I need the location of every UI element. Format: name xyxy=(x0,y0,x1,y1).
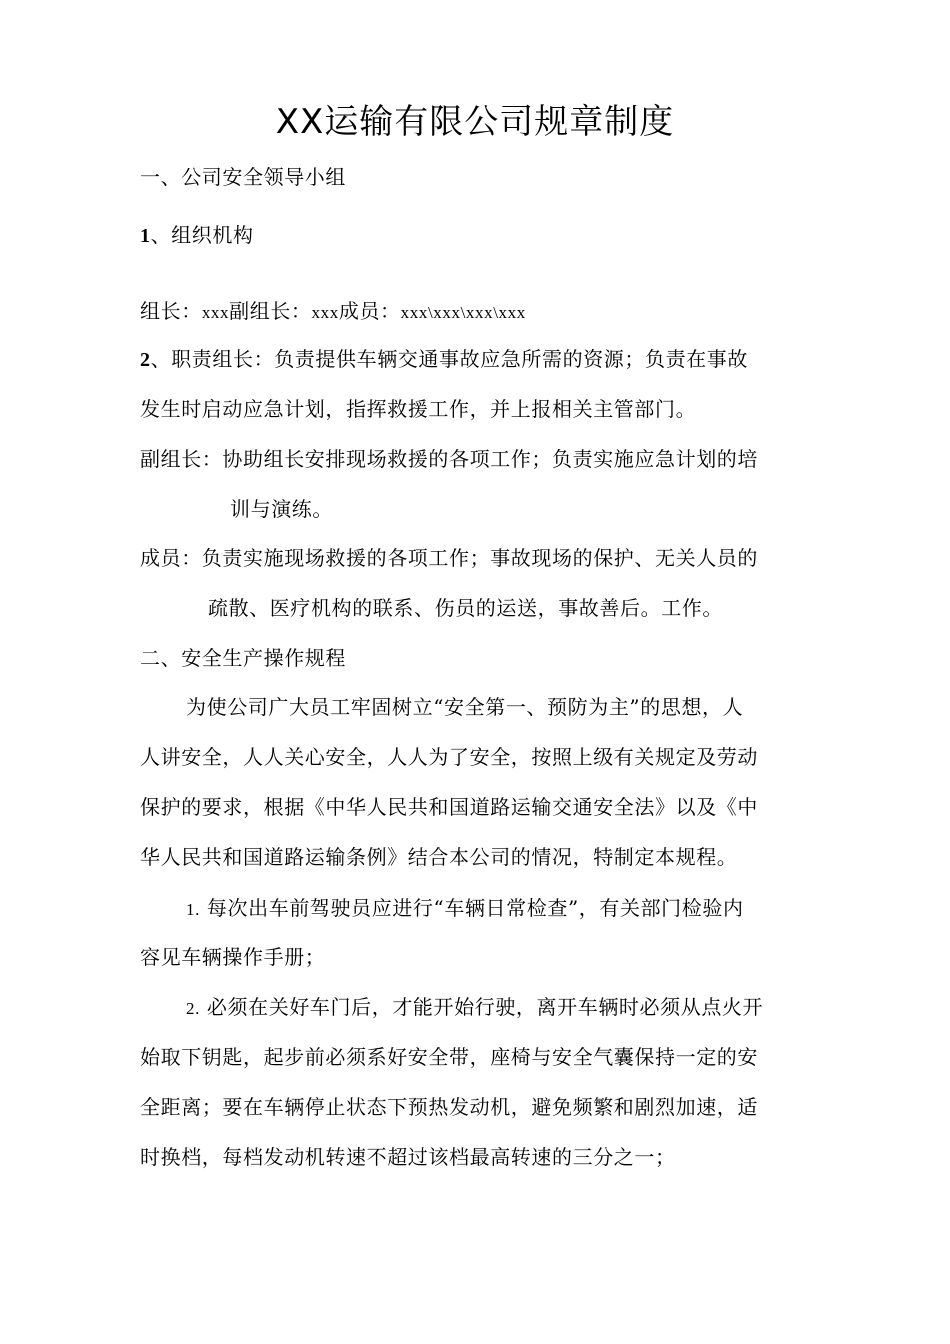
rule-item-2-text: 必须在关好车门后，才能开始行驶，离开车辆时必须从点火开 xyxy=(206,995,764,1019)
rule-item-2-line-2: 始取下钥匙，起步前必须系好安全带，座椅与安全气囊保持一定的安 xyxy=(140,1045,758,1069)
deputy-value: xxx xyxy=(311,303,339,322)
rule-item-2-line-4: 时换档，每档发动机转速不超过该档最高转速的三分之一； xyxy=(140,1145,676,1169)
intro-line-2: 人讲安全，人人关心安全，人人为了安全，按照上级有关规定及劳动 xyxy=(140,745,758,769)
subsection-1-heading xyxy=(140,220,820,251)
rule-item-1-line-2: 容见车辆操作手册； xyxy=(140,945,326,969)
duties-line-2: 发生时启动应急计划，指挥救援工作，并上报相关主管部门。 xyxy=(140,397,697,421)
rule-item-1-text: 每次出车前驾驶员应进行“车辆日常检查”，有关部门检验内 xyxy=(206,896,744,920)
member-duties-line-2: 疏散、医疗机构的联系、伤员的运送，事故善后。工作。 xyxy=(208,596,723,620)
rule-item-1-line-1 xyxy=(186,893,866,925)
section-2-heading: 二、安全生产操作规程 xyxy=(140,646,346,670)
subsection-1-text: 、组织机构 xyxy=(150,223,254,247)
member-duties-line-1: 成员：负责实施现场救援的各项工作；事故现场的保护、无关人员的 xyxy=(140,546,758,570)
deputy-duties-line-1: 副组长：协助组长安排现场救援的各项工作；负责实施应急计划的培 xyxy=(140,447,758,471)
deputy-label: 副组长： xyxy=(229,299,312,323)
subsection-2-number: 2 xyxy=(140,349,151,371)
rule-item-2-line-3: 全距离；要在车辆停止状态下预热发动机，避免频繁和剧烈加速，适 xyxy=(140,1095,758,1119)
intro-line-1: 为使公司广大员工牢固树立“安全第一、预防为主”的思想，人 xyxy=(186,695,744,719)
leader-value: xxx xyxy=(201,303,230,322)
rule-item-2-line-1 xyxy=(186,992,866,1024)
title-prefix: XX xyxy=(275,102,325,142)
rule-item-2-number: 2. xyxy=(186,999,200,1018)
duties-line-1 xyxy=(140,344,820,375)
intro-line-3: 保护的要求，根据《中华人民共和国道路运输交通安全法》以及《中 xyxy=(140,795,758,819)
duties-text-1: 、职责组长：负责提供车辆交通事故应急所需的资源；负责在事故 xyxy=(150,347,749,371)
title-text: 运输有限公司规章制度 xyxy=(324,102,675,142)
leader-label: 组长： xyxy=(140,299,202,323)
members-line xyxy=(140,296,820,328)
rule-item-1-number: 1. xyxy=(186,900,200,919)
document-title xyxy=(0,98,950,146)
subsection-1-number: 1 xyxy=(140,225,151,247)
members-label: 成员： xyxy=(338,299,401,323)
members-value: xxx\xxx\xxx\xxx xyxy=(400,303,526,322)
intro-line-4: 华人民共和国道路运输条例》结合本公司的情况，特制定本规程。 xyxy=(140,845,738,869)
section-1-heading: 一、公司安全领导小组 xyxy=(140,165,346,189)
deputy-duties-line-2: 训与演练。 xyxy=(230,497,333,521)
